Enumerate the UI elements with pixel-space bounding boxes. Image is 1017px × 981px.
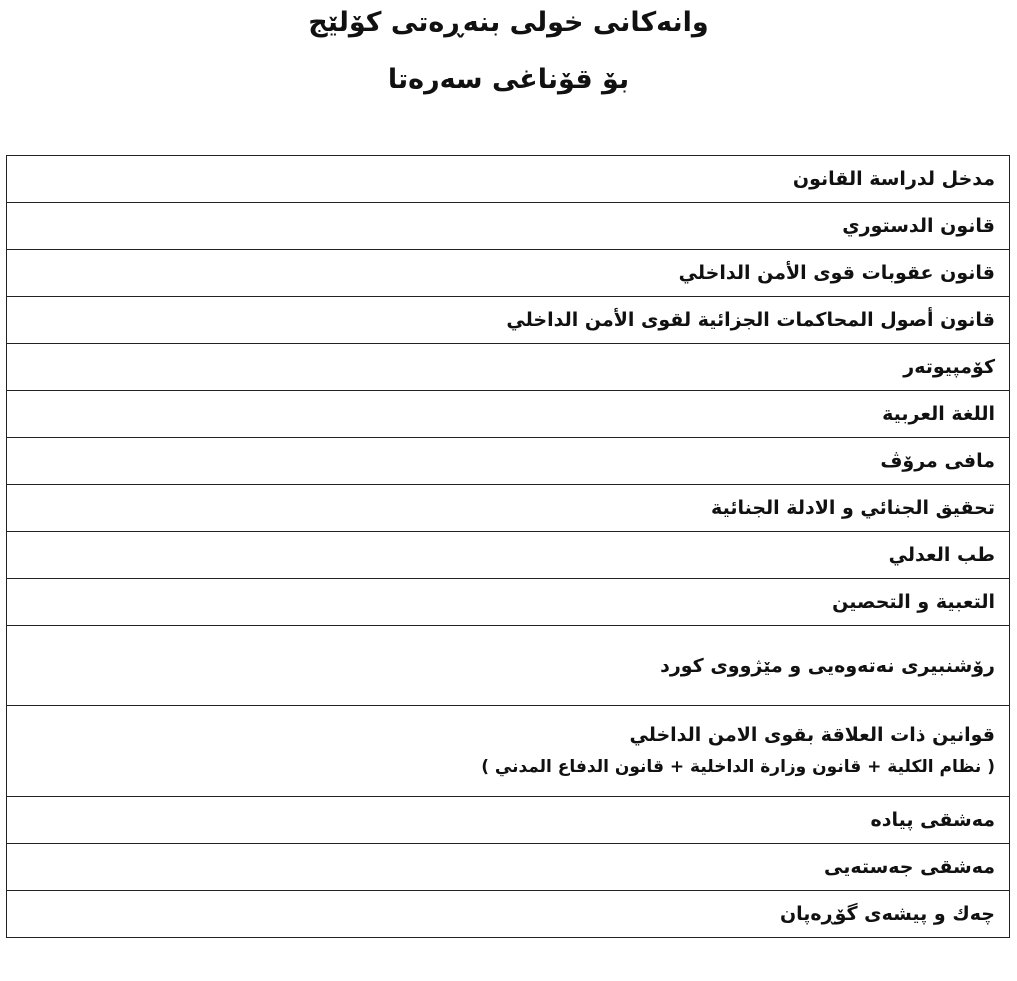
subject-detail-line: ( نظام الكلية + قانون وزارة الداخلية + قانون الدفاع المدني ) <box>481 757 995 777</box>
subject-cell: كۆمپیوتەر <box>7 344 1010 391</box>
subject-cell: قانون الدستوري <box>7 203 1010 250</box>
table-row <box>7 297 1010 344</box>
subject-cell-multiline <box>7 706 1010 797</box>
subject-cell: قانون عقوبات قوى الأمن الداخلي <box>7 250 1010 297</box>
table-row <box>7 891 1010 938</box>
subjects-table <box>6 155 1010 938</box>
table-row <box>7 844 1010 891</box>
subject-cell: مەشقى جەستەیی <box>7 844 1010 891</box>
table-row <box>7 156 1010 203</box>
table-row <box>7 391 1010 438</box>
subject-cell: قانون أصول المحاكمات الجزائية لقوى الأمن الداخلي <box>7 297 1010 344</box>
table-row <box>7 250 1010 297</box>
table-row <box>7 706 1010 797</box>
document-title: وانەكانى خولى بنەڕەتى كۆلێج <box>308 7 709 38</box>
table-row <box>7 626 1010 706</box>
subject-main-line: قوانين ذات العلاقة بقوى الامن الداخلي <box>629 724 995 746</box>
table-row <box>7 344 1010 391</box>
subject-cell: طب العدلي <box>7 532 1010 579</box>
table-row <box>7 203 1010 250</box>
subject-cell: مافى مرۆڤ <box>7 438 1010 485</box>
subject-cell: مەشقى پیادە <box>7 797 1010 844</box>
subject-cell: التعبية و التحصين <box>7 579 1010 626</box>
table-row <box>7 438 1010 485</box>
subject-cell: اللغة العربية <box>7 391 1010 438</box>
subject-cell: رۆشنبیری نەتەوەیی و مێژووی كورد <box>7 626 1010 706</box>
table-row <box>7 532 1010 579</box>
subject-cell: تحقيق الجنائي و الادلة الجنائية <box>7 485 1010 532</box>
table-row <box>7 797 1010 844</box>
subject-cell: چەك و پیشەی گۆڕەپان <box>7 891 1010 938</box>
table-row <box>7 485 1010 532</box>
document-subtitle: بۆ قۆناغى سەرەتا <box>387 64 630 95</box>
table-row <box>7 579 1010 626</box>
subject-cell: مدخل لدراسة القانون <box>7 156 1010 203</box>
